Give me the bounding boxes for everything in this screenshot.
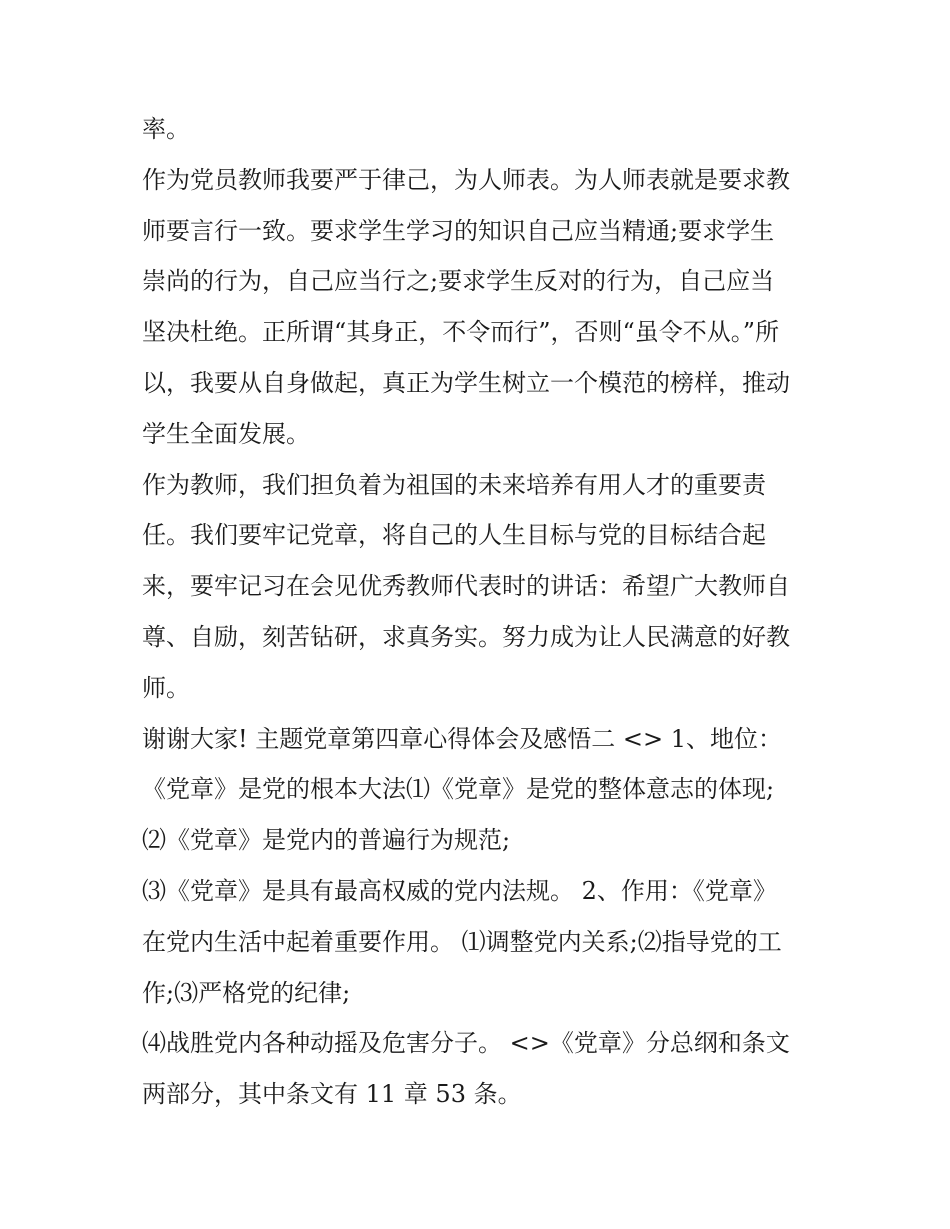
text-line: 任。我们要牢记党章，将自己的人生目标与党的目标结合起 — [142, 521, 766, 550]
text-line: 尊、自励，刻苦钻研，求真务实。努力成为让人民满意的好教 — [142, 622, 790, 651]
text-line: 以，我要从自身做起，真正为学生树立一个模范的榜样，推动 — [142, 368, 790, 397]
text-line: 坚决杜绝。正所谓“其身正，不令而行”，否则“虽令不从。”所 — [142, 318, 780, 347]
text-line: 作为教师，我们担负着为祖国的未来培养有用人才的重要责 — [142, 470, 766, 499]
text-line: 谢谢大家! 主题党章第四章心得体会及感悟二 <> 1、地位： — [142, 724, 783, 753]
text-line: 在党内生活中起着重要作用。 ⑴调整党内关系;⑵指导党的工 — [142, 927, 782, 956]
text-line: 作;⑶严格党的纪律; — [142, 978, 351, 1007]
text-line: ⑶《党章》是具有最高权威的党内法规。 2、作用：《党章》 — [142, 876, 777, 905]
text-line: 学生全面发展。 — [142, 419, 310, 448]
text-line: 率。 — [142, 115, 190, 143]
text-line: 两部分，其中条文有 11 章 53 条。 — [142, 1080, 522, 1109]
text-line: 崇尚的行为，自己应当行之;要求学生反对的行为，自己应当 — [142, 267, 775, 296]
text-line: 师要言行一致。要求学生学习的知识自己应当精通;要求学生 — [142, 216, 775, 245]
text-line: 作为党员教师我要严于律己，为人师表。为人师表就是要求教 — [142, 165, 790, 194]
text-line: ⑷战胜党内各种动摇及危害分子。 <>《党章》分总纲和条文 — [142, 1029, 790, 1058]
text-line: ⑵《党章》是党内的普遍行为规范; — [142, 826, 511, 855]
text-line: 《党章》是党的根本大法⑴《党章》是党的整体意志的体现; — [142, 775, 775, 804]
body-text — [142, 104, 822, 1120]
text-line: 来，要牢记习在会见优秀教师代表时的讲话：希望广大教师自 — [142, 572, 790, 601]
text-line: 师。 — [142, 673, 190, 702]
